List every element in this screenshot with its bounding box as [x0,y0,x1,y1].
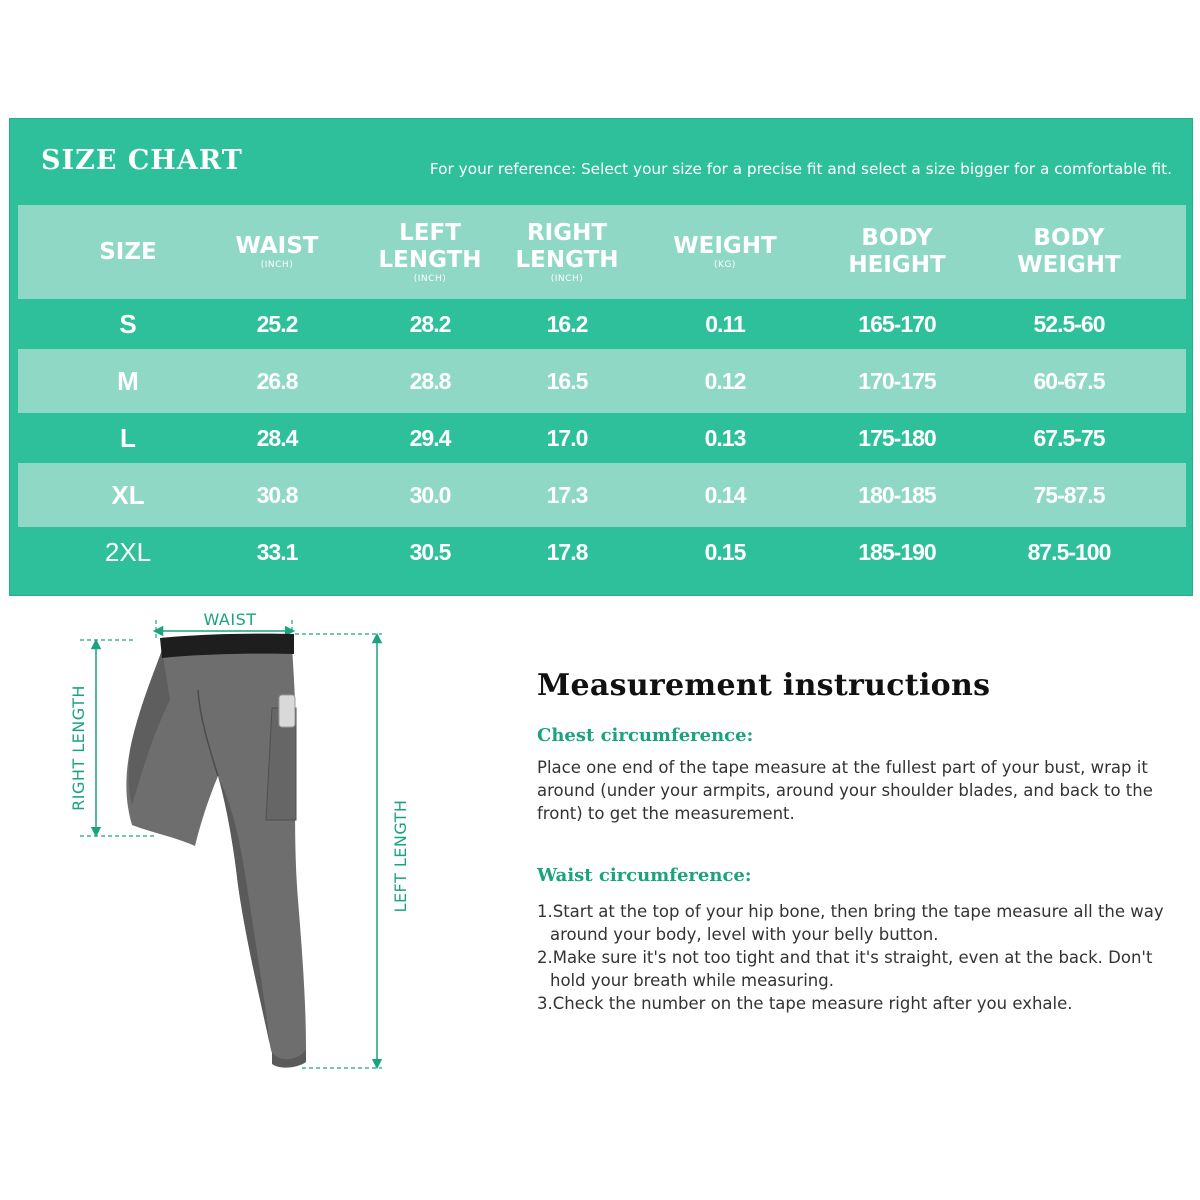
list-item: 3.Check the number on the tape measure right after you exhale. [537,994,1073,1013]
waist-label: WAIST [203,610,257,629]
size-cell: L [120,422,136,453]
left-length-label: LEFT LENGTH [391,799,410,913]
measurement-instructions [537,668,1177,1015]
right-length-label: RIGHT LENGTH [69,685,88,811]
body-height-cell: 165-170 [858,310,936,337]
chart-subtitle: For your reference: Select your size for a precise fit and select a size bigger for a comfortable fit. [429,160,1172,178]
list-item: 1.Start at the top of your hip bone, then bring the tape measure all the way around your body, level with your belly button. [537,902,1164,944]
body-weight-cell: 75-87.5 [1033,481,1105,508]
waist-cell: 28.4 [256,424,298,451]
right-length-cell: 16.2 [546,310,588,337]
left-length-cell: 30.5 [409,538,451,565]
body-weight-cell: 87.5-100 [1027,538,1111,565]
header-unit: (INCH) [550,273,584,284]
waist-cell: 25.2 [256,310,298,337]
instructions-title: Measurement instructions [537,668,991,703]
waist-steps-list [537,900,1177,1015]
header-right-length [492,205,642,299]
left-length-cell: 29.4 [409,424,451,451]
size-chart [9,118,1193,596]
table-row [18,349,1186,413]
size-cell: XL [111,479,145,510]
header-unit: (INCH) [260,260,294,270]
waist-cell: 33.1 [256,538,298,565]
right-length-cell: 17.0 [546,424,588,451]
weight-cell: 0.14 [704,481,746,508]
body-height-cell: 185-190 [858,538,936,565]
chart-title: SIZE CHART [41,145,243,176]
body-weight-cell: 52.5-60 [1033,310,1105,337]
header-size [53,205,203,299]
table-row [18,299,1186,349]
waist-cell: 26.8 [256,367,298,394]
left-length-cell: 28.8 [409,367,451,394]
body-weight-cell: 60-67.5 [1033,367,1105,394]
header-unit: (INCH) [413,273,447,284]
right-length-cell: 17.3 [546,481,588,508]
waist-cell: 30.8 [256,481,298,508]
right-length-cell: 17.8 [546,538,588,565]
header-weight [650,205,800,299]
weight-cell: 0.12 [704,367,746,394]
size-cell: M [117,365,139,396]
list-item: 2.Make sure it's not too tight and that it's straight, even at the back. Don't hold your breath while measuring. [537,948,1153,990]
left-length-cell: 28.2 [409,310,451,337]
header-label: SIZE [99,238,157,265]
left-length-cell: 30.0 [409,481,451,508]
body-height-cell: 175-180 [858,424,936,451]
leggings-shape [126,634,306,1068]
leggings-illustration [50,600,430,1080]
weight-cell: 0.13 [704,424,746,451]
header-body-height [822,205,972,299]
table-row [18,413,1186,463]
table-header [18,205,1186,299]
body-height-cell: 180-185 [858,481,936,508]
table-row [18,463,1186,527]
header-label: RIGHT LENGTH [515,219,619,273]
header-body-weight [994,205,1144,299]
right-length-cell: 16.5 [546,367,588,394]
header-label: BODY WEIGHT [1017,225,1121,278]
header-unit: (KG) [714,260,736,270]
header-label: WAIST [235,233,319,259]
body-height-cell: 170-175 [858,367,936,394]
header-label: BODY HEIGHT [848,225,946,278]
size-cell: S [119,308,137,339]
header-label: LEFT LENGTH [378,219,482,273]
chest-section-title: Chest circumference: [537,725,754,746]
size-cell: 2XL [104,536,152,567]
table-row [18,527,1186,577]
leggings-diagram [50,600,430,1080]
weight-cell: 0.11 [705,310,745,337]
header-label: WEIGHT [673,233,777,259]
header-waist [202,205,352,299]
chest-instructions-text: Place one end of the tape measure at the fullest part of your bust, wrap it around (under your armpits, around your shoulder blades, and back to the front) to get the measurement. [537,758,1153,823]
weight-cell: 0.15 [704,538,746,565]
header-left-length [355,205,505,299]
body-weight-cell: 67.5-75 [1033,424,1105,451]
size-table [18,205,1186,581]
waist-section-title: Waist circumference: [537,865,752,886]
